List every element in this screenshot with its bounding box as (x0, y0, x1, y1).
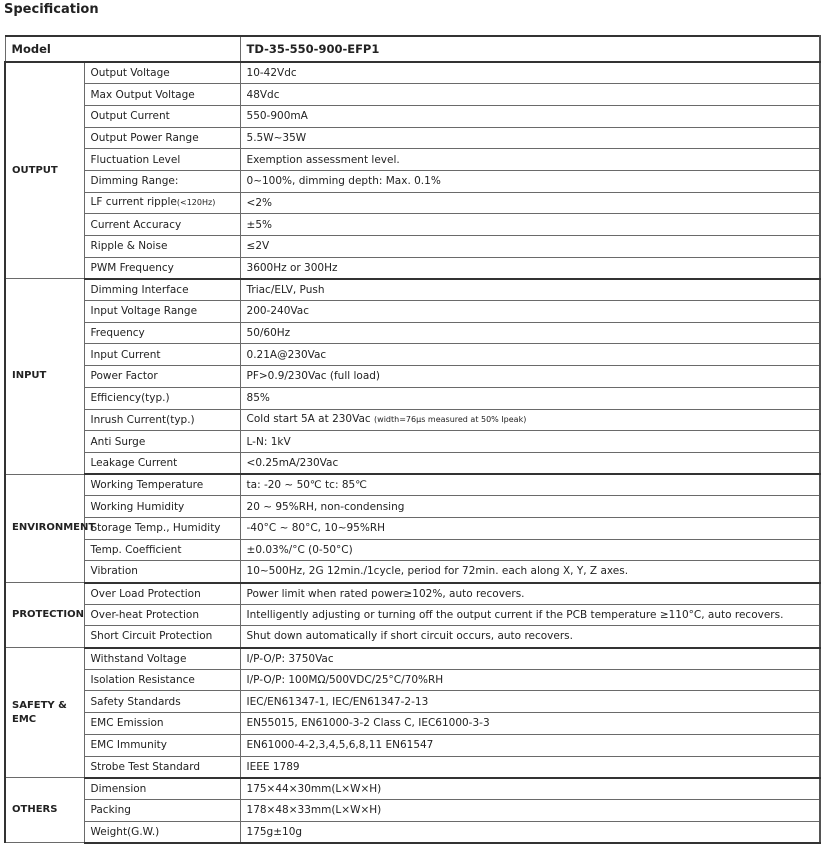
param-cell (84, 756, 240, 778)
table-row (5, 539, 820, 561)
table-row (5, 409, 820, 431)
param-cell (84, 409, 240, 431)
param-label: Leakage Current (90, 456, 178, 469)
value-text: IEC/EN61347-1, IEC/EN61347-2-13 (246, 695, 429, 708)
table-row (5, 713, 820, 735)
table-row (5, 691, 820, 713)
group-others-label: OTHERS (5, 778, 84, 843)
value-cell (240, 821, 820, 843)
param-label: Weight(G.W.) (90, 825, 160, 838)
param-cell (84, 648, 240, 670)
param-cell (84, 127, 240, 149)
param-cell (84, 626, 240, 648)
param-cell (84, 561, 240, 583)
table-row (5, 279, 820, 301)
model-label: Model (5, 36, 240, 62)
table-row (5, 257, 820, 279)
value-text: 85% (246, 392, 270, 405)
value-cell (240, 431, 820, 453)
value-cell (240, 604, 820, 626)
table-row (5, 192, 820, 214)
value-text: 200-240Vac (246, 305, 309, 318)
value-cell (240, 105, 820, 127)
param-label: Current Accuracy (90, 218, 182, 231)
param-label: Max Output Voltage (90, 88, 195, 101)
param-cell (84, 691, 240, 713)
param-cell (84, 257, 240, 279)
value-cell (240, 62, 820, 84)
value-text: -40°C ~ 80°C, 10~95%RH (246, 522, 386, 535)
param-cell (84, 192, 240, 214)
table-row (5, 648, 820, 670)
value-cell (240, 127, 820, 149)
table-row (5, 344, 820, 366)
param-label: Output Voltage (90, 67, 170, 80)
model-number: TD-35-550-900-EFP1 (240, 36, 820, 62)
param-cell (84, 236, 240, 258)
table-row (5, 366, 820, 388)
param-label: Dimming Interface (90, 283, 189, 296)
value-text: IEEE 1789 (246, 760, 300, 773)
param-cell (84, 170, 240, 192)
param-cell (84, 84, 240, 106)
value-text: 175g±10g (246, 825, 303, 838)
value-text: L-N: 1kV (246, 435, 291, 448)
param-label: EMC Immunity (90, 739, 167, 752)
table-row (5, 452, 820, 474)
value-text: ±0.03%/°C (0-50°C) (246, 543, 353, 556)
param-label: Safety Standards (90, 695, 181, 708)
param-cell (84, 366, 240, 388)
param-cell (84, 452, 240, 474)
table-row (5, 496, 820, 518)
param-cell (84, 474, 240, 496)
param-label: Short Circuit Protection (90, 630, 213, 643)
table-row (5, 626, 820, 648)
table-row (5, 170, 820, 192)
value-text: ±5% (246, 218, 272, 231)
param-label: Vibration (90, 565, 138, 578)
param-label: Inrush Current(typ.) (90, 413, 195, 426)
value-cell (240, 799, 820, 821)
param-label: Dimension (90, 782, 147, 795)
param-label: PWM Frequency (90, 261, 174, 274)
value-cell (240, 669, 820, 691)
group-protection-label: PROTECTION (5, 583, 84, 648)
table-row (5, 84, 820, 106)
value-cell (240, 322, 820, 344)
group-safety-emc-label: SAFETY & EMC (5, 648, 84, 778)
param-label: Working Temperature (90, 479, 204, 492)
param-cell (84, 778, 240, 800)
param-label: Storage Temp., Humidity (90, 522, 221, 535)
param-label: Withstand Voltage (90, 652, 187, 665)
param-cell (84, 279, 240, 301)
value-text: 550-900mA (246, 110, 308, 123)
param-cell (84, 344, 240, 366)
value-cell (240, 192, 820, 214)
value-cell (240, 170, 820, 192)
table-row (5, 236, 820, 258)
param-note: (<120Hz) (176, 198, 216, 208)
param-label: Input Voltage Range (90, 305, 198, 318)
table-row (5, 756, 820, 778)
value-text: PF>0.9/230Vac (full load) (246, 370, 381, 383)
param-label: Strobe Test Standard (90, 760, 201, 773)
table-row (5, 583, 820, 605)
param-cell (84, 821, 240, 843)
param-cell (84, 387, 240, 409)
value-text: 3600Hz or 300Hz (246, 261, 338, 274)
table-row (5, 214, 820, 236)
value-cell (240, 409, 820, 431)
value-text: ta: -20 ~ 50℃ tc: 85℃ (246, 479, 367, 492)
value-text: <2% (246, 196, 272, 209)
value-text: 20 ~ 95%RH, non-condensing (246, 500, 405, 513)
value-cell (240, 648, 820, 670)
param-label: Packing (90, 804, 131, 817)
value-cell (240, 214, 820, 236)
value-text: 178×48×33mm(L×W×H) (246, 804, 382, 817)
value-text: 0~100%, dimming depth: Max. 0.1% (246, 175, 441, 188)
table-row (5, 517, 820, 539)
value-text: 5.5W~35W (246, 131, 307, 144)
table-row (5, 62, 820, 84)
value-text: Intelligently adjusting or turning off the output current if the PCB temperature ≥110°C, auto recovers. (246, 609, 784, 622)
table-row (5, 778, 820, 800)
value-cell (240, 691, 820, 713)
table-row (5, 301, 820, 323)
param-label: Over-heat Protection (90, 609, 199, 622)
param-label: LF current ripple (90, 196, 177, 209)
table-row (5, 734, 820, 756)
param-label: Power Factor (90, 370, 158, 383)
param-label: Anti Surge (90, 435, 146, 448)
param-label: Dimming Range: (90, 175, 179, 188)
value-cell (240, 756, 820, 778)
value-text: Cold start 5A at 230Vac (246, 413, 371, 426)
param-cell (84, 496, 240, 518)
value-cell (240, 344, 820, 366)
value-text: I/P-O/P: 3750Vac (246, 652, 334, 665)
table-row (5, 105, 820, 127)
table-header-row (5, 36, 820, 62)
value-cell (240, 539, 820, 561)
table-row (5, 387, 820, 409)
value-cell (240, 561, 820, 583)
param-label: Over Load Protection (90, 587, 201, 600)
value-text: 0.21A@230Vac (246, 348, 327, 361)
value-text: 175×44×30mm(L×W×H) (246, 782, 382, 795)
value-cell (240, 301, 820, 323)
table-row (5, 799, 820, 821)
param-label: Input Current (90, 348, 161, 361)
page-title: Specification (4, 2, 99, 17)
value-text: Triac/ELV, Push (246, 283, 325, 296)
table-row (5, 669, 820, 691)
param-label: Frequency (90, 327, 145, 340)
group-output-label: OUTPUT (5, 62, 84, 279)
param-cell (84, 62, 240, 84)
value-cell (240, 149, 820, 171)
value-cell (240, 387, 820, 409)
value-text: Power limit when rated power≥102%, auto recovers. (246, 587, 525, 600)
table-row (5, 821, 820, 843)
value-text: EN61000-4-2,3,4,5,6,8,11 EN61547 (246, 739, 434, 752)
table-row (5, 474, 820, 496)
value-note: (width=76μs measured at 50% Ipeak) (374, 415, 527, 425)
value-text: 10-42Vdc (246, 67, 297, 80)
param-label: Working Humidity (90, 500, 185, 513)
table-row (5, 561, 820, 583)
param-label: Isolation Resistance (90, 674, 195, 687)
param-cell (84, 669, 240, 691)
value-cell (240, 734, 820, 756)
value-text: 48Vdc (246, 88, 280, 101)
param-label: Temp. Coefficient (90, 543, 182, 556)
value-text: 50/60Hz (246, 327, 291, 340)
value-cell (240, 257, 820, 279)
spec-table (4, 35, 821, 844)
param-cell (84, 734, 240, 756)
value-cell (240, 517, 820, 539)
param-cell (84, 301, 240, 323)
param-label: Output Current (90, 110, 170, 123)
group-input-label: INPUT (5, 279, 84, 474)
value-cell (240, 452, 820, 474)
value-cell (240, 626, 820, 648)
value-text: I/P-O/P: 100MΩ/500VDC/25°C/70%RH (246, 674, 444, 687)
param-cell (84, 604, 240, 626)
value-cell (240, 713, 820, 735)
value-cell (240, 583, 820, 605)
group-environment-label: ENVIRONMENT (5, 474, 84, 582)
value-text: ≤2V (246, 240, 270, 253)
value-cell (240, 778, 820, 800)
value-cell (240, 496, 820, 518)
param-cell (84, 583, 240, 605)
value-cell (240, 279, 820, 301)
param-cell (84, 431, 240, 453)
value-cell (240, 84, 820, 106)
value-text: Shut down automatically if short circuit occurs, auto recovers. (246, 630, 573, 643)
value-cell (240, 474, 820, 496)
param-cell (84, 214, 240, 236)
param-label: Fluctuation Level (90, 153, 181, 166)
value-text: 10~500Hz, 2G 12min./1cycle, period for 72min. each along X, Y, Z axes. (246, 565, 629, 578)
param-cell (84, 539, 240, 561)
table-row (5, 604, 820, 626)
value-cell (240, 366, 820, 388)
param-cell (84, 713, 240, 735)
table-row (5, 322, 820, 344)
param-cell (84, 149, 240, 171)
param-cell (84, 517, 240, 539)
param-cell (84, 105, 240, 127)
param-cell (84, 799, 240, 821)
param-label: EMC Emission (90, 717, 164, 730)
value-text: Exemption assessment level. (246, 153, 400, 166)
param-label: Output Power Range (90, 131, 199, 144)
param-cell (84, 322, 240, 344)
table-row (5, 127, 820, 149)
value-text: EN55015, EN61000-3-2 Class C, IEC61000-3-3 (246, 717, 490, 730)
table-row (5, 149, 820, 171)
table-row (5, 431, 820, 453)
value-text: <0.25mA/230Vac (246, 456, 339, 469)
value-cell (240, 236, 820, 258)
param-label: Ripple & Noise (90, 240, 168, 253)
param-label: Efficiency(typ.) (90, 392, 170, 405)
